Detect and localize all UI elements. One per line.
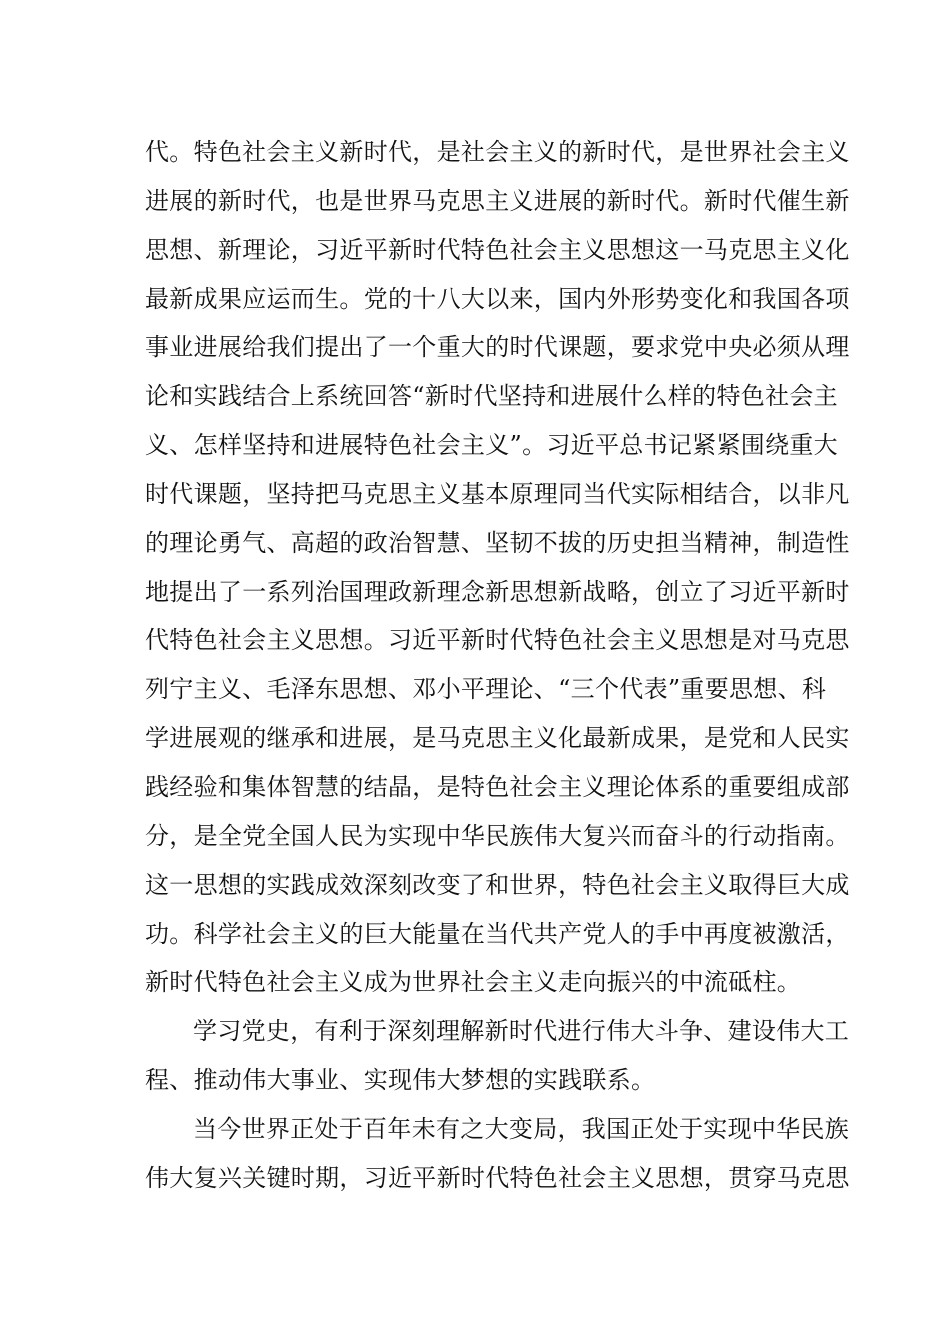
- text-line: 程、推动伟大事业、实现伟大梦想的实践联系。: [145, 1066, 656, 1095]
- text-line: 践经验和集体智慧的结晶，是特色社会主义理论体系的重要组成部: [145, 772, 850, 801]
- text-line: 的理论勇气、高超的政治智慧、坚韧不拔的历史担当精神，制造性: [145, 528, 850, 557]
- text-line: 进展的新时代，也是世界马克思主义进展的新时代。新时代催生新: [145, 186, 850, 215]
- text-line: 地提出了一系列治国理政新理念新思想新战略，创立了习近平新时: [145, 577, 850, 606]
- text-line: 功。科学社会主义的巨大能量在当代共产党人的手中再度被激活，: [145, 919, 850, 948]
- text-line: 代。特色社会主义新时代，是社会主义的新时代，是世界社会主义: [145, 138, 850, 166]
- body-text: [145, 128, 850, 1203]
- text-line: 义、怎样坚持和进展特色社会主义”。习近平总书记紧紧围绕重大: [145, 431, 838, 460]
- text-line: 分，是全党全国人民为实现中华民族伟大复兴而奋斗的行动指南。: [145, 821, 850, 850]
- text-line: 新时代特色社会主义成为世界社会主义走向振兴的中流砥柱。: [145, 968, 802, 997]
- text-line: 思想、新理论，习近平新时代特色社会主义思想这一马克思主义化: [145, 235, 850, 264]
- text-line: 伟大复兴关键时期，习近平新时代特色社会主义思想，贯穿马克思: [145, 1163, 850, 1192]
- text-line: 学习党史，有利于深刻理解新时代进行伟大斗争、建设伟大工: [193, 1017, 850, 1046]
- text-line: 代特色社会主义思想。习近平新时代特色社会主义思想是对马克思: [145, 626, 850, 655]
- text-line: 最新成果应运而生。党的十八大以来，国内外形势变化和我国各项: [145, 284, 850, 313]
- text-line: 学进展观的继承和进展，是马克思主义化最新成果，是党和人民实: [145, 724, 850, 753]
- text-line: 列宁主义、毛泽东思想、邓小平理论、“三个代表”重要思想、科: [145, 675, 827, 704]
- text-line: 事业进展给我们提出了一个重大的时代课题，要求党中央必须从理: [145, 333, 850, 362]
- text-line: 时代课题，坚持把马克思主义基本原理同当代实际相结合，以非凡: [145, 479, 850, 508]
- text-line: 论和实践结合上系统回答“新时代坚持和进展什么样的特色社会主: [145, 382, 838, 411]
- text-line: 这一思想的实践成效深刻改变了和世界，特色社会主义取得巨大成: [145, 870, 850, 899]
- text-line: 当今世界正处于百年未有之大变局，我国正处于实现中华民族: [193, 1114, 850, 1143]
